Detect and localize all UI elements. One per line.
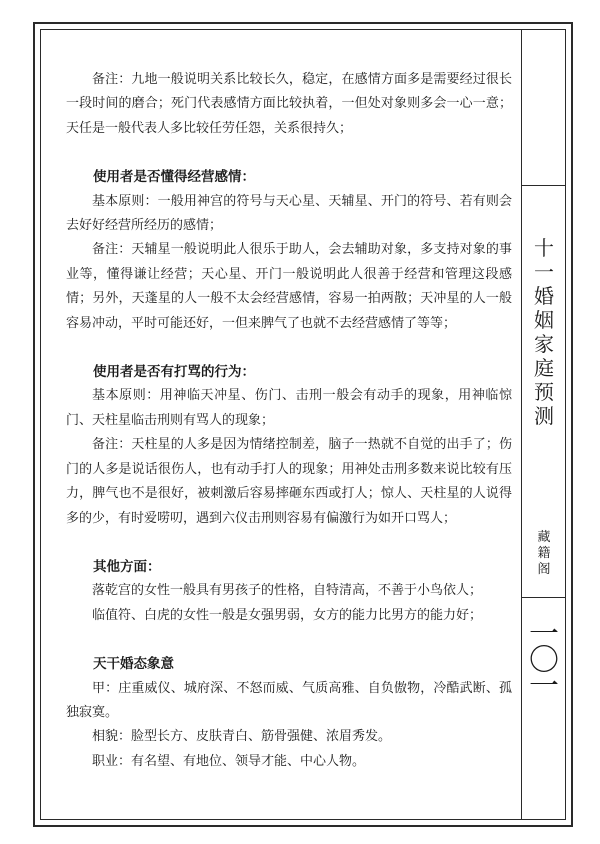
side-rule-bottom <box>521 597 566 598</box>
heading-violence: 使用者是否有打骂的行为： <box>93 364 255 381</box>
paragraph-principle-violence: 基本原则：用神临天冲星、伤门、击刑一般会有动手的现象，用神临惊门、天柱星临击刑则有骂人的现象； <box>66 388 512 428</box>
paragraph-jia-traits: 甲：庄重威仪、城府深、不怒而威、气质高雅、自负傲物，冷酷武断、孤独寂寞。 <box>66 680 512 720</box>
page-number-vertical: 一 〇 一 <box>529 617 559 704</box>
paragraph-jia-appearance: 相貌：脸型长方、皮肤青白、筋骨强健、浓眉秀发。 <box>92 729 392 745</box>
chapter-title-vertical: 十 一 婚 姻 家 庭 预 测 <box>534 236 554 428</box>
paragraph-qian-palace: 落乾宫的女性一般具有男孩子的性格，自特清高，不善于小鸟依人； <box>92 583 483 599</box>
heading-manage-feelings: 使用者是否懂得经营感情： <box>93 169 255 186</box>
publisher-mark-vertical: 藏 籍 阁 <box>537 530 551 577</box>
heading-tiangan-marriage: 天干婚态象意 <box>93 656 174 673</box>
paragraph-note-manage: 备注：天辅星一般说明此人很乐于助人，会去辅助对象，多支持对象的事业等，懂得谦让经营；天心星、开门一般说明此人很善于经营和管理这段感情；另外，天蓬星的人一般不太会经营感情，容易一拍两散；天冲星的人一般容易冲动，平时可能还好，一但来脾气了也就不去经营感情了等等； <box>66 242 512 331</box>
paragraph-jia-career: 职业：有名望、有地位、领导才能、中心人物。 <box>92 753 366 769</box>
side-column-divider <box>521 29 522 820</box>
paragraph-zhifu-baihu: 临值符、白虎的女性一般是女强男弱，女方的能力比男方的能力好； <box>92 607 483 623</box>
paragraph-note-violence: 备注：天柱星的人多是因为情绪控制差，脑子一热就不自觉的出手了；伤门的人多是说话很伤人，也有动手打人的现象；用神处击刑多数来说比较有压力，脾气也不是很好，被刺激后容易摔砸东西或打人；惊人、天柱星的人说得多的少，有时爱唠叨，遇到六仪击刑则容易有偏激行为如开口骂人； <box>66 437 512 526</box>
main-text-body <box>66 68 512 774</box>
side-rule-top <box>521 185 566 186</box>
paragraph-note-jiudi: 备注：九地一般说明关系比较长久，稳定，在感情方面多是需要经过很长一段时间的磨合；死门代表感情方面比较执着，一但处对象则多会一心一意；天任是一般代表人多比较任劳任怨，关系很持久； <box>66 72 512 136</box>
paragraph-principle-manage: 基本原则：一般用神宫的符号与天心星、天辅星、开门的符号、若有则会去好好经营所经历的感情； <box>66 193 512 234</box>
heading-other-aspects: 其他方面： <box>93 558 161 575</box>
